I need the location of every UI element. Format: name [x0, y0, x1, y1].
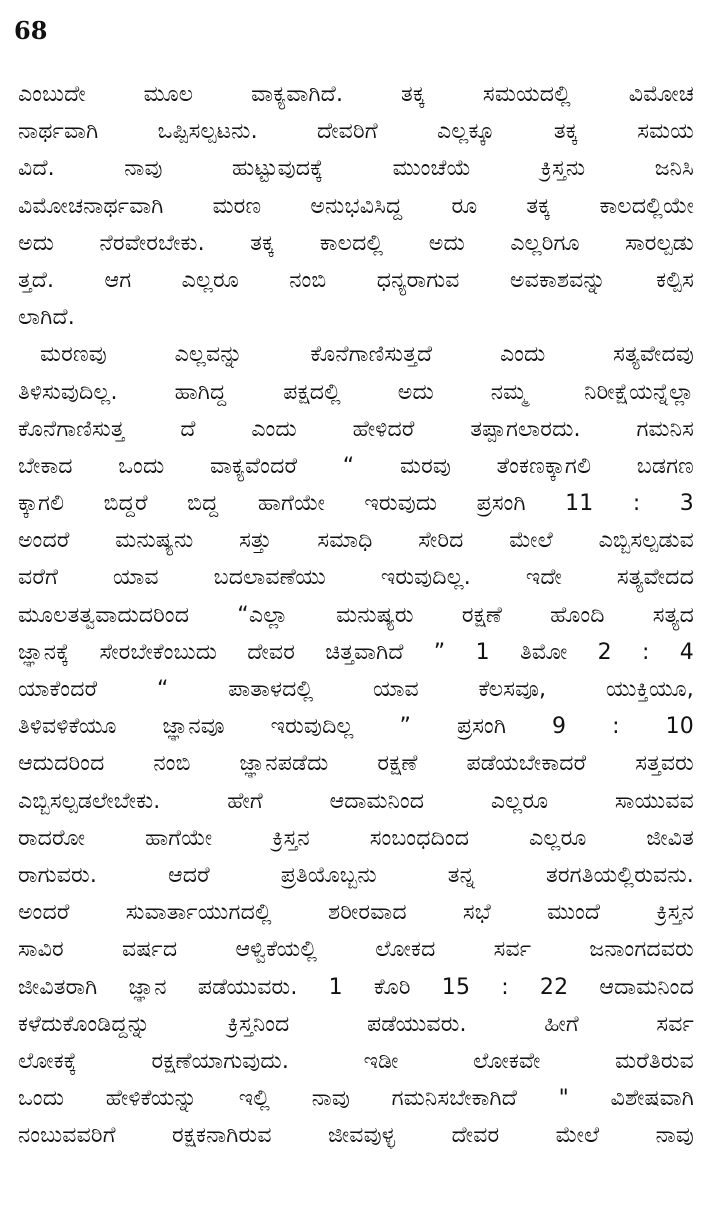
text-line: ನಾರ್ಥವಾಗಿ ಒಪ್ಪಿಸಲ್ಪಟನು. ದೇವರಿಗೆ ಎಲ್ಲಕ್ಕೂ ತಕ್ಕ ಸಮಯ	[18, 119, 694, 145]
text-line: ಜೀವಿತರಾಗಿ ಜ್ಞಾನ ಪಡೆಯುವರು. 1 ಕೊರಿ 15 : 22 ಆದಾಮನಿಂದ	[18, 974, 694, 1000]
text-line: ಒಂದು ಹೇಳಿಕೆಯನ್ನು ಇಲ್ಲಿ ನಾವು ಗಮನಿಸಬೇಕಾಗಿದೆ " ವಿಶೇಷವಾಗಿ	[18, 1086, 694, 1112]
text-line: ಕಳೆದುಕೊಂಡಿದ್ದನ್ನು ಕ್ರಿಸ್ತನಿಂದ ಪಡೆಯುವರು. ಹೀಗೆ ಸರ್ವ	[18, 1011, 694, 1037]
text-line: ಮರಣವು ಎಲ್ಲವನ್ನು ಕೊನೆಗಾಣಿಸುತ್ತದೆ ಎಂದು ಸತ್ಯವೇದವು	[40, 342, 694, 368]
body-text	[18, 76, 694, 1154]
paragraph-2	[18, 336, 694, 1154]
text-line: ಯಾಕೆಂದರೆ “ ಪಾತಾಳದಲ್ಲಿ ಯಾವ ಕೆಲಸವೂ, ಯುಕ್ತಿಯೂ,	[18, 677, 694, 702]
text-line: ಅಂದರೆ ಸುವಾರ್ತಾಯುಗದಲ್ಲಿ ಶರೀರವಾದ ಸಭೆ ಮುಂದೆ ಕ್ರಿಸ್ತನ	[18, 900, 694, 926]
text-line: ಸಾವಿರ ವರ್ಷದ ಆಳ್ವಿಕೆಯಲ್ಲಿ ಲೋಕದ ಸರ್ವ ಜನಾಂಗದವರು	[18, 937, 694, 963]
text-line: ಕ್ಕಾಗಲಿ ಬಿದ್ದರೆ ಬಿದ್ದ ಹಾಗೆಯೇ ಇರುವುದು ಪ್ರಸಂಗಿ 11 : 3	[18, 491, 694, 517]
text-line: ನಂಬುವವರಿಗೆ ರಕ್ಷಕನಾಗಿರುವ ಜೀವವುಳ್ಳ ದೇವರ ಮೇಲೆ ನಾವು	[18, 1123, 694, 1149]
text-line: ಆದುದರಿಂದ ನಂಬಿ ಜ್ಞಾನಪಡೆದು ರಕ್ಷಣೆ ಪಡೆಯಬೇಕಾದರೆ ಸತ್ತವರು	[18, 751, 694, 777]
text-line: ಲಾಗಿದೆ.	[18, 305, 75, 331]
text-line: ತಿಳಿವಳಿಕೆಯೂ ಜ್ಞಾನವೂ ಇರುವುದಿಲ್ಲ ” ಪ್ರಸಂಗಿ 9 : 10	[18, 714, 694, 740]
text-line: ಎಬ್ಬಿಸಲ್ಪಡಲೇಬೇಕು. ಹೇಗೆ ಆದಾಮನಿಂದ ಎಲ್ಲರೂ ಸಾಯುವವ	[18, 788, 694, 814]
text-line: ಅದು ನೆರವೇರಬೇಕು. ತಕ್ಕ ಕಾಲದಲ್ಲಿ ಅದು ಎಲ್ಲರಿಗೂ ಸಾರಲ್ಪಡು	[18, 230, 694, 256]
text-line: ಎಂಬುದೇ ಮೂಲ ವಾಕ್ಯವಾಗಿದೆ. ತಕ್ಕ ಸಮಯದಲ್ಲಿ ವಿಮೋಚ	[18, 82, 694, 107]
text-line: ಅಂದರೆ ಮನುಷ್ಯನು ಸತ್ತು ಸಮಾಧಿ ಸೇರಿದ ಮೇಲೆ ಎಬ್ಬಿಸಲ್ಪಡುವ	[18, 528, 694, 554]
page-number: 68	[14, 16, 48, 45]
text-line: ತಿಳಿಸುವುದಿಲ್ಲ. ಹಾಗಿದ್ದ ಪಕ್ಷದಲ್ಲಿ ಅದು ನಮ್ಮ ನಿರೀಕ್ಷೆಯನ್ನೆಲ್ಲಾ	[18, 379, 694, 405]
paragraph-1	[18, 76, 694, 336]
text-line: ಜ್ಞಾನಕ್ಕೆ ಸೇರಬೇಕೆಂಬುದು ದೇವರ ಚಿತ್ತವಾಗಿದೆ ” 1 ತಿಮೋ 2 : 4	[18, 639, 694, 665]
text-line: ವರೆಗೆ ಯಾವ ಬದಲಾವಣೆಯು ಇರುವುದಿಲ್ಲ. ಇದೇ ಸತ್ಯವೇದದ	[18, 565, 694, 591]
text-line: ರಾಗುವರು. ಆದರೆ ಪ್ರತಿಯೊಬ್ಬನು ತನ್ನ ತರಗತಿಯಲ್ಲಿರುವನು.	[18, 862, 694, 888]
text-line: ವಿದೆ. ನಾವು ಹುಟ್ಟುವುದಕ್ಕೆ ಮುಂಚೆಯೆ ಕ್ರಿಸ್ತನು ಜನಿಸಿ	[18, 156, 694, 182]
text-line: ಬೇಕಾದ ಒಂದು ವಾಕ್ಯವೆಂದರೆ “ ಮರವು ತೆಂಕಣಕ್ಕಾಗಲಿ ಬಡಗಣ	[18, 453, 694, 479]
text-line: ಕೊನೆಗಾಣಿಸುತ್ತ ದೆ ಎಂದು ಹೇಳಿದರೆ ತಪ್ಪಾಗಲಾರದು. ಗಮನಿಸ	[18, 416, 694, 442]
text-line: ರಾದರೋ ಹಾಗೆಯೇ ಕ್ರಿಸ್ತನ ಸಂಬಂಧದಿಂದ ಎಲ್ಲರೂ ಜೀವಿತ	[18, 825, 694, 851]
text-line: ವಿಮೋಚನಾರ್ಥವಾಗಿ ಮರಣ ಅನುಭವಿಸಿದ್ದ ರೂ ತಕ್ಕ ಕಾಲದಲ್ಲಿಯೇ	[18, 193, 694, 219]
text-line: ಲೋಕಕ್ಕೆ ರಕ್ಷಣೆಯಾಗುವುದು. ಇಡೀ ಲೋಕವೇ ಮರೆತಿರುವ	[18, 1048, 694, 1074]
text-line: ತ್ತದೆ. ಆಗ ಎಲ್ಲರೂ ನಂಬಿ ಧನ್ಯರಾಗುವ ಅವಕಾಶವನ್ನು ಕಲ್ಪಿಸ	[18, 267, 694, 293]
text-line: ಮೂಲತತ್ವವಾದುದರಿಂದ “ಎಲ್ಲಾ ಮನುಷ್ಯರು ರಕ್ಷಣೆ ಹೊಂದಿ ಸತ್ಯದ	[18, 602, 694, 628]
